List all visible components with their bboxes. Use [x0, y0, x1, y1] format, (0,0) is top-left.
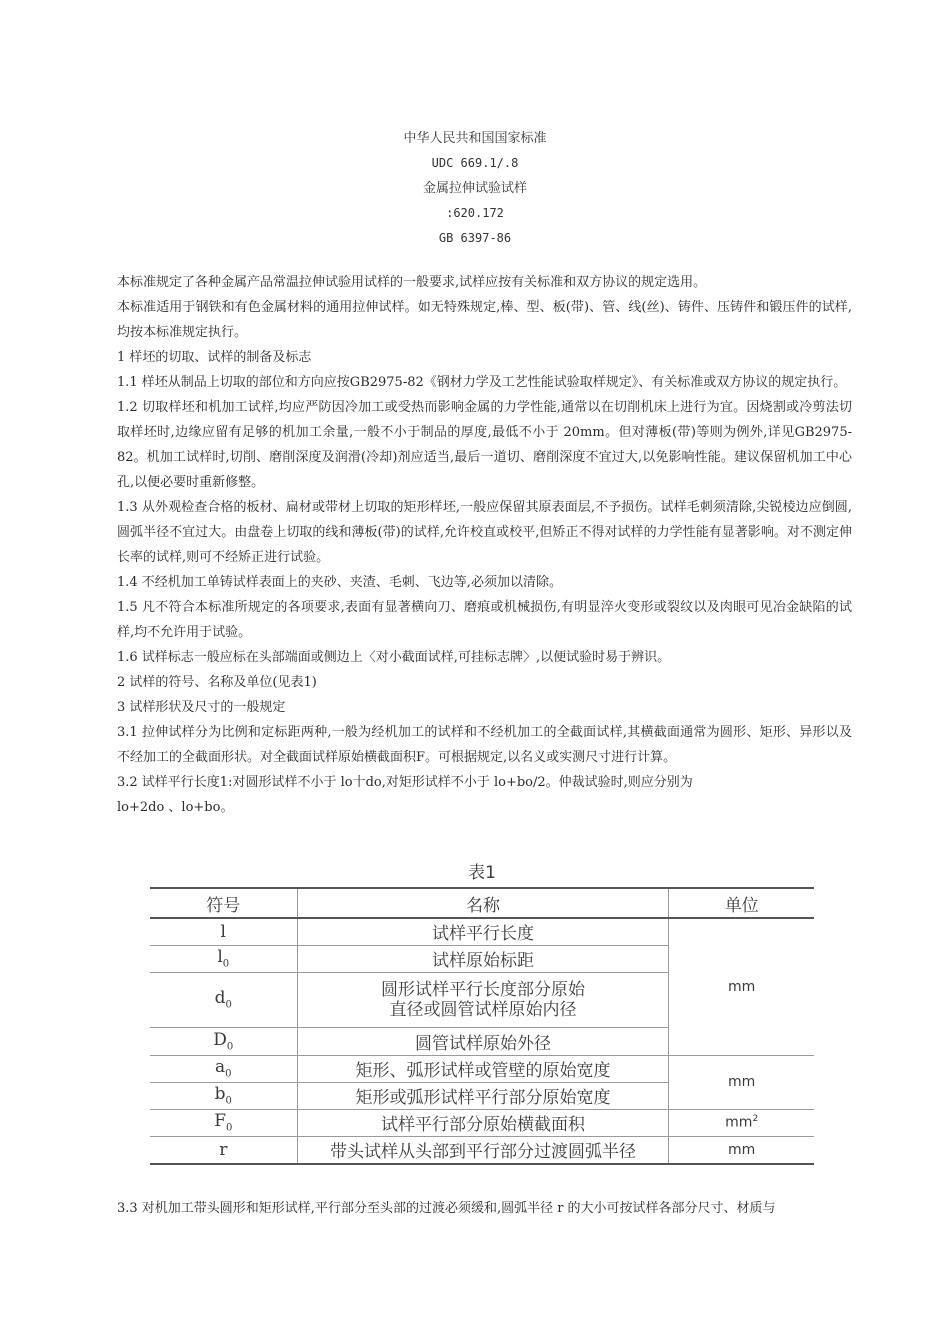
symbol: r	[219, 1139, 228, 1160]
name-cell: 试样原始标距	[297, 945, 669, 972]
name-cell: 试样平行长度	[297, 918, 669, 945]
paragraph: 1.6 试样标志一般应标在头部端面或侧边上〈对小截面试样,可挂标志牌〉,以便试验时易于辨识。	[117, 650, 671, 665]
name-line: 圆形试样平行长度部分原始	[380, 979, 585, 1000]
unit-cell	[669, 1109, 814, 1136]
symbol-cell	[150, 1136, 297, 1164]
paragraph: 1.2 切取样坯和机加工试样,均应严防因冷加工或受热而影响金属的力学性能,通常以在切削机床上进行为宜。因烧割或冷剪法切取样坯时,边缘应留有足够的机加工余量,一般不小于制品的厚度,最低不小于 20mm。但对薄板(带)等则为例外,详见GB2975-82。机加工试样时,切削、磨削深度及润滑(冷却)剂应适当,最后一道切、磨削深度不宜过大,以免影响性能。建议保留机加工中心孔,以便必要时重新修整。	[117, 400, 852, 490]
document-title: 金属拉伸试验试样	[422, 181, 527, 196]
paragraph: 1.1 样坯从制品上切取的部位和方向应按GB2975-82《钢材力学及工艺性能试验取样规定》、有关标准或双方协议的规定执行。	[117, 375, 847, 390]
paragraph: 3.1 拉伸试样分为比例和定标距两种,一般为经机加工的试样和不经机加工的全截面试样,其横截面通常为圆形、矩形、异形以及不经加工的全截面形状。对全截面试样原始横截面积F。可根据规定,以名义或实测尺寸进行计算。	[117, 725, 852, 765]
table-header-row	[150, 888, 814, 918]
table-row	[150, 1136, 814, 1164]
unit-cell: mm	[669, 1055, 814, 1109]
symbol-subscript: 0	[225, 1095, 232, 1107]
header-symbol: 符号	[150, 888, 297, 918]
paragraph: 1.4 不经机加工单铸试样表面上的夹砂、夹渣、毛刺、飞边等,必须加以清除。	[117, 575, 562, 590]
symbol-subscript: 0	[225, 1122, 233, 1134]
body-text	[117, 270, 852, 820]
unit-text: mm	[725, 1114, 753, 1131]
paragraph: 3.2 试样平行长度1:对圆形试样不小于 lo十do,对矩形试样不小于 lo+bo/2。仲裁试验时,则应分别为	[117, 775, 693, 790]
section-heading: 3 试样形状及尺寸的一般规定	[117, 700, 286, 715]
table-row	[150, 1109, 814, 1136]
symbol-subscript: 0	[226, 1041, 234, 1053]
symbol-cell	[150, 918, 297, 945]
unit-cell: mm	[669, 1136, 814, 1164]
unit-superscript: 2	[752, 1114, 759, 1125]
udc-subcode: :620.172	[446, 206, 504, 220]
symbol-cell	[150, 1109, 297, 1136]
table-title: 表1	[468, 863, 496, 883]
section-heading: 2 试样的符号、名称及单位(见表1)	[117, 675, 317, 690]
paragraph: 本标准适用于钢铁和有色金属材料的通用拉伸试样。如无特殊规定,棒、型、板(带)、管、线(丝)、铸件、压铸件和锻压件的试样,均按本标准规定执行。	[117, 300, 852, 340]
symbol: d	[214, 988, 226, 1009]
document-header	[0, 126, 950, 251]
symbol: b	[214, 1084, 226, 1105]
name-line: 直径或圆管试样原始内径	[389, 999, 577, 1020]
symbol-subscript: 0	[225, 999, 232, 1011]
table-row	[150, 918, 814, 945]
symbol-subscript: 0	[222, 958, 230, 970]
footer-paragraph: 3.3 对机加工带头圆形和矩形试样,平行部分至头部的过渡必须缓和,圆弧半径 r 的大小可按试样各部分尺寸、材质与	[117, 1201, 776, 1216]
symbol-cell	[150, 972, 297, 1027]
name-cell: 试样平行部分原始横截面积	[297, 1109, 669, 1136]
paragraph: lo+2do 、lo+bo。	[117, 800, 234, 815]
paragraph: 本标准规定了各种金属产品常温拉伸试验用试样的一般要求,试样应按有关标准和双方协议的规定选用。	[117, 275, 707, 290]
header-name: 名称	[297, 888, 669, 918]
name-cell: 圆管试样原始外径	[297, 1027, 669, 1055]
symbols-table	[150, 887, 814, 1165]
name-cell: 矩形、弧形试样或管壁的原始宽度	[297, 1055, 669, 1082]
section-heading: 1 样坯的切取、试样的制备及标志	[117, 350, 312, 365]
name-cell: 带头试样从头部到平行部分过渡圆弧半径	[297, 1136, 669, 1164]
gb-number: GB 6397-86	[438, 231, 512, 245]
symbol-cell	[150, 1055, 297, 1082]
symbol-cell	[150, 1027, 297, 1055]
name-cell	[297, 972, 669, 1027]
symbol: a	[215, 1057, 226, 1078]
symbol: l	[217, 947, 223, 968]
symbol: F	[214, 1111, 226, 1132]
symbol-subscript: 0	[225, 1068, 232, 1080]
standard-title: 中华人民共和国国家标准	[403, 131, 547, 146]
symbol: l	[220, 921, 226, 942]
symbol: D	[213, 1029, 227, 1050]
header-unit: 单位	[669, 888, 814, 918]
symbol-cell	[150, 1082, 297, 1109]
paragraph: 1.3 从外观检查合格的板材、扁材或带材上切取的矩形样坯,一般应保留其原表面层,不予损伤。试样毛刺须清除,尖锐棱边应倒圆,圆弧半径不宜过大。由盘卷上切取的线和薄板(带)的试样,允许校直或校平,但矫正不得对试样的力学性能有显著影响。对不测定伸长率的试样,则可不经矫正进行试验。	[117, 500, 852, 565]
udc-code: UDC 669.1/.8	[431, 156, 519, 170]
unit-cell: mm	[669, 918, 814, 1055]
paragraph: 1.5 凡不符合本标准所规定的各项要求,表面有显著横向刀、磨痕或机械损伤,有明显淬火变形或裂纹以及肉眼可见冶金缺陷的试样,均不允许用于试验。	[117, 600, 852, 640]
name-cell: 矩形或弧形试样平行部分原始宽度	[297, 1082, 669, 1109]
symbol-cell	[150, 945, 297, 972]
table-row	[150, 1055, 814, 1082]
